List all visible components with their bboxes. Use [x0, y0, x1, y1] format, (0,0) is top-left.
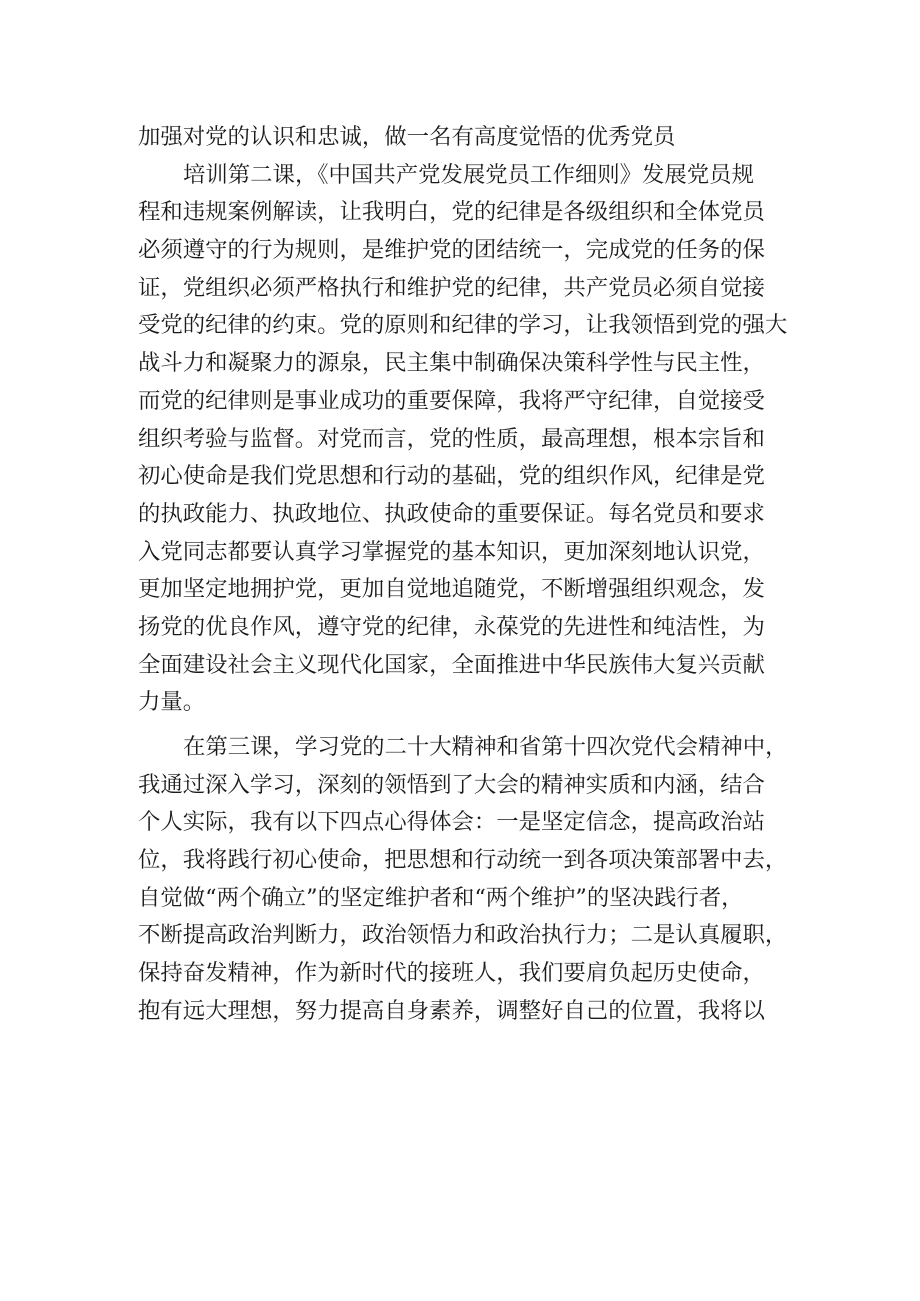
text-line: 而党的纪律则是事业成功的重要保障，我将严守纪律，自觉接受 [138, 387, 765, 414]
text-line: 必须遵守的行为规则，是维护党的团结统一，完成党的任务的保 [138, 237, 765, 264]
text-line: 扬党的优良作风，遵守党的纪律，永葆党的先进性和纯洁性，为 [138, 613, 765, 640]
text-line: 更加坚定地拥护党，更加自觉地追随党，不断增强组织观念，发 [138, 576, 765, 603]
text-line: 入党同志都要认真学习掌握党的基本知识，更加深刻地认识党， [138, 538, 765, 565]
text-line: 保持奋发精神，作为新时代的接班人，我们要肩负起历史使命， [138, 960, 765, 987]
document-body [138, 119, 802, 1031]
text-line: 组织考验与监督。对党而言，党的性质，最高理想，根本宗旨和 [138, 425, 765, 452]
text-line: 证，党组织必须严格执行和维护党的纪律，共产党员必须自觉接 [138, 274, 765, 301]
text-line: 位，我将践行初心使命，把思想和行动统一到各项决策部署中去， [138, 847, 788, 874]
text-line: 初心使命是我们党思想和行动的基础，党的组织作风，纪律是党 [138, 463, 765, 490]
text-line: 战斗力和凝聚力的源泉，民主集中制确保决策科学性与民主性， [138, 350, 765, 377]
text-line: 自觉做“两个确立”的坚定维护者和“两个维护”的坚决践行者， [138, 884, 744, 911]
text-line: 抱有远大理想，努力提高自身素养，调整好自己的位置，我将以 [138, 997, 765, 1024]
text-line: 我通过深入学习，深刻的领悟到了大会的精神实质和内涵，结合 [138, 771, 765, 798]
text-line: 程和违规案例解读，让我明白，党的纪律是各级组织和全体党员 [138, 199, 765, 226]
text-line: 的执政能力、执政地位、执政使命的重要保证。每名党员和要求 [138, 500, 765, 527]
text-line: 加强对党的认识和忠诚，做一名有高度觉悟的优秀党员 [138, 124, 676, 150]
text-line: 力量。 [138, 689, 206, 716]
paragraph-start-line: 培训第二课，《中国共产党发展党员工作细则》发展党员规 [183, 161, 754, 188]
text-line: 受党的纪律的约束。党的原则和纪律的学习，让我领悟到党的强大 [138, 312, 788, 339]
text-line: 个人实际，我有以下四点心得体会：一是坚定信念，提高政治站 [138, 809, 765, 836]
text-line: 不断提高政治判断力，政治领悟力和政治执行力；二是认真履职， [138, 922, 788, 949]
text-line: 全面建设社会主义现代化国家，全面推进中华民族伟大复兴贡献 [138, 651, 765, 678]
paragraph-gap [138, 722, 802, 729]
paragraph-start-line: 在第三课，学习党的二十大精神和省第十四次党代会精神中， [183, 734, 788, 760]
